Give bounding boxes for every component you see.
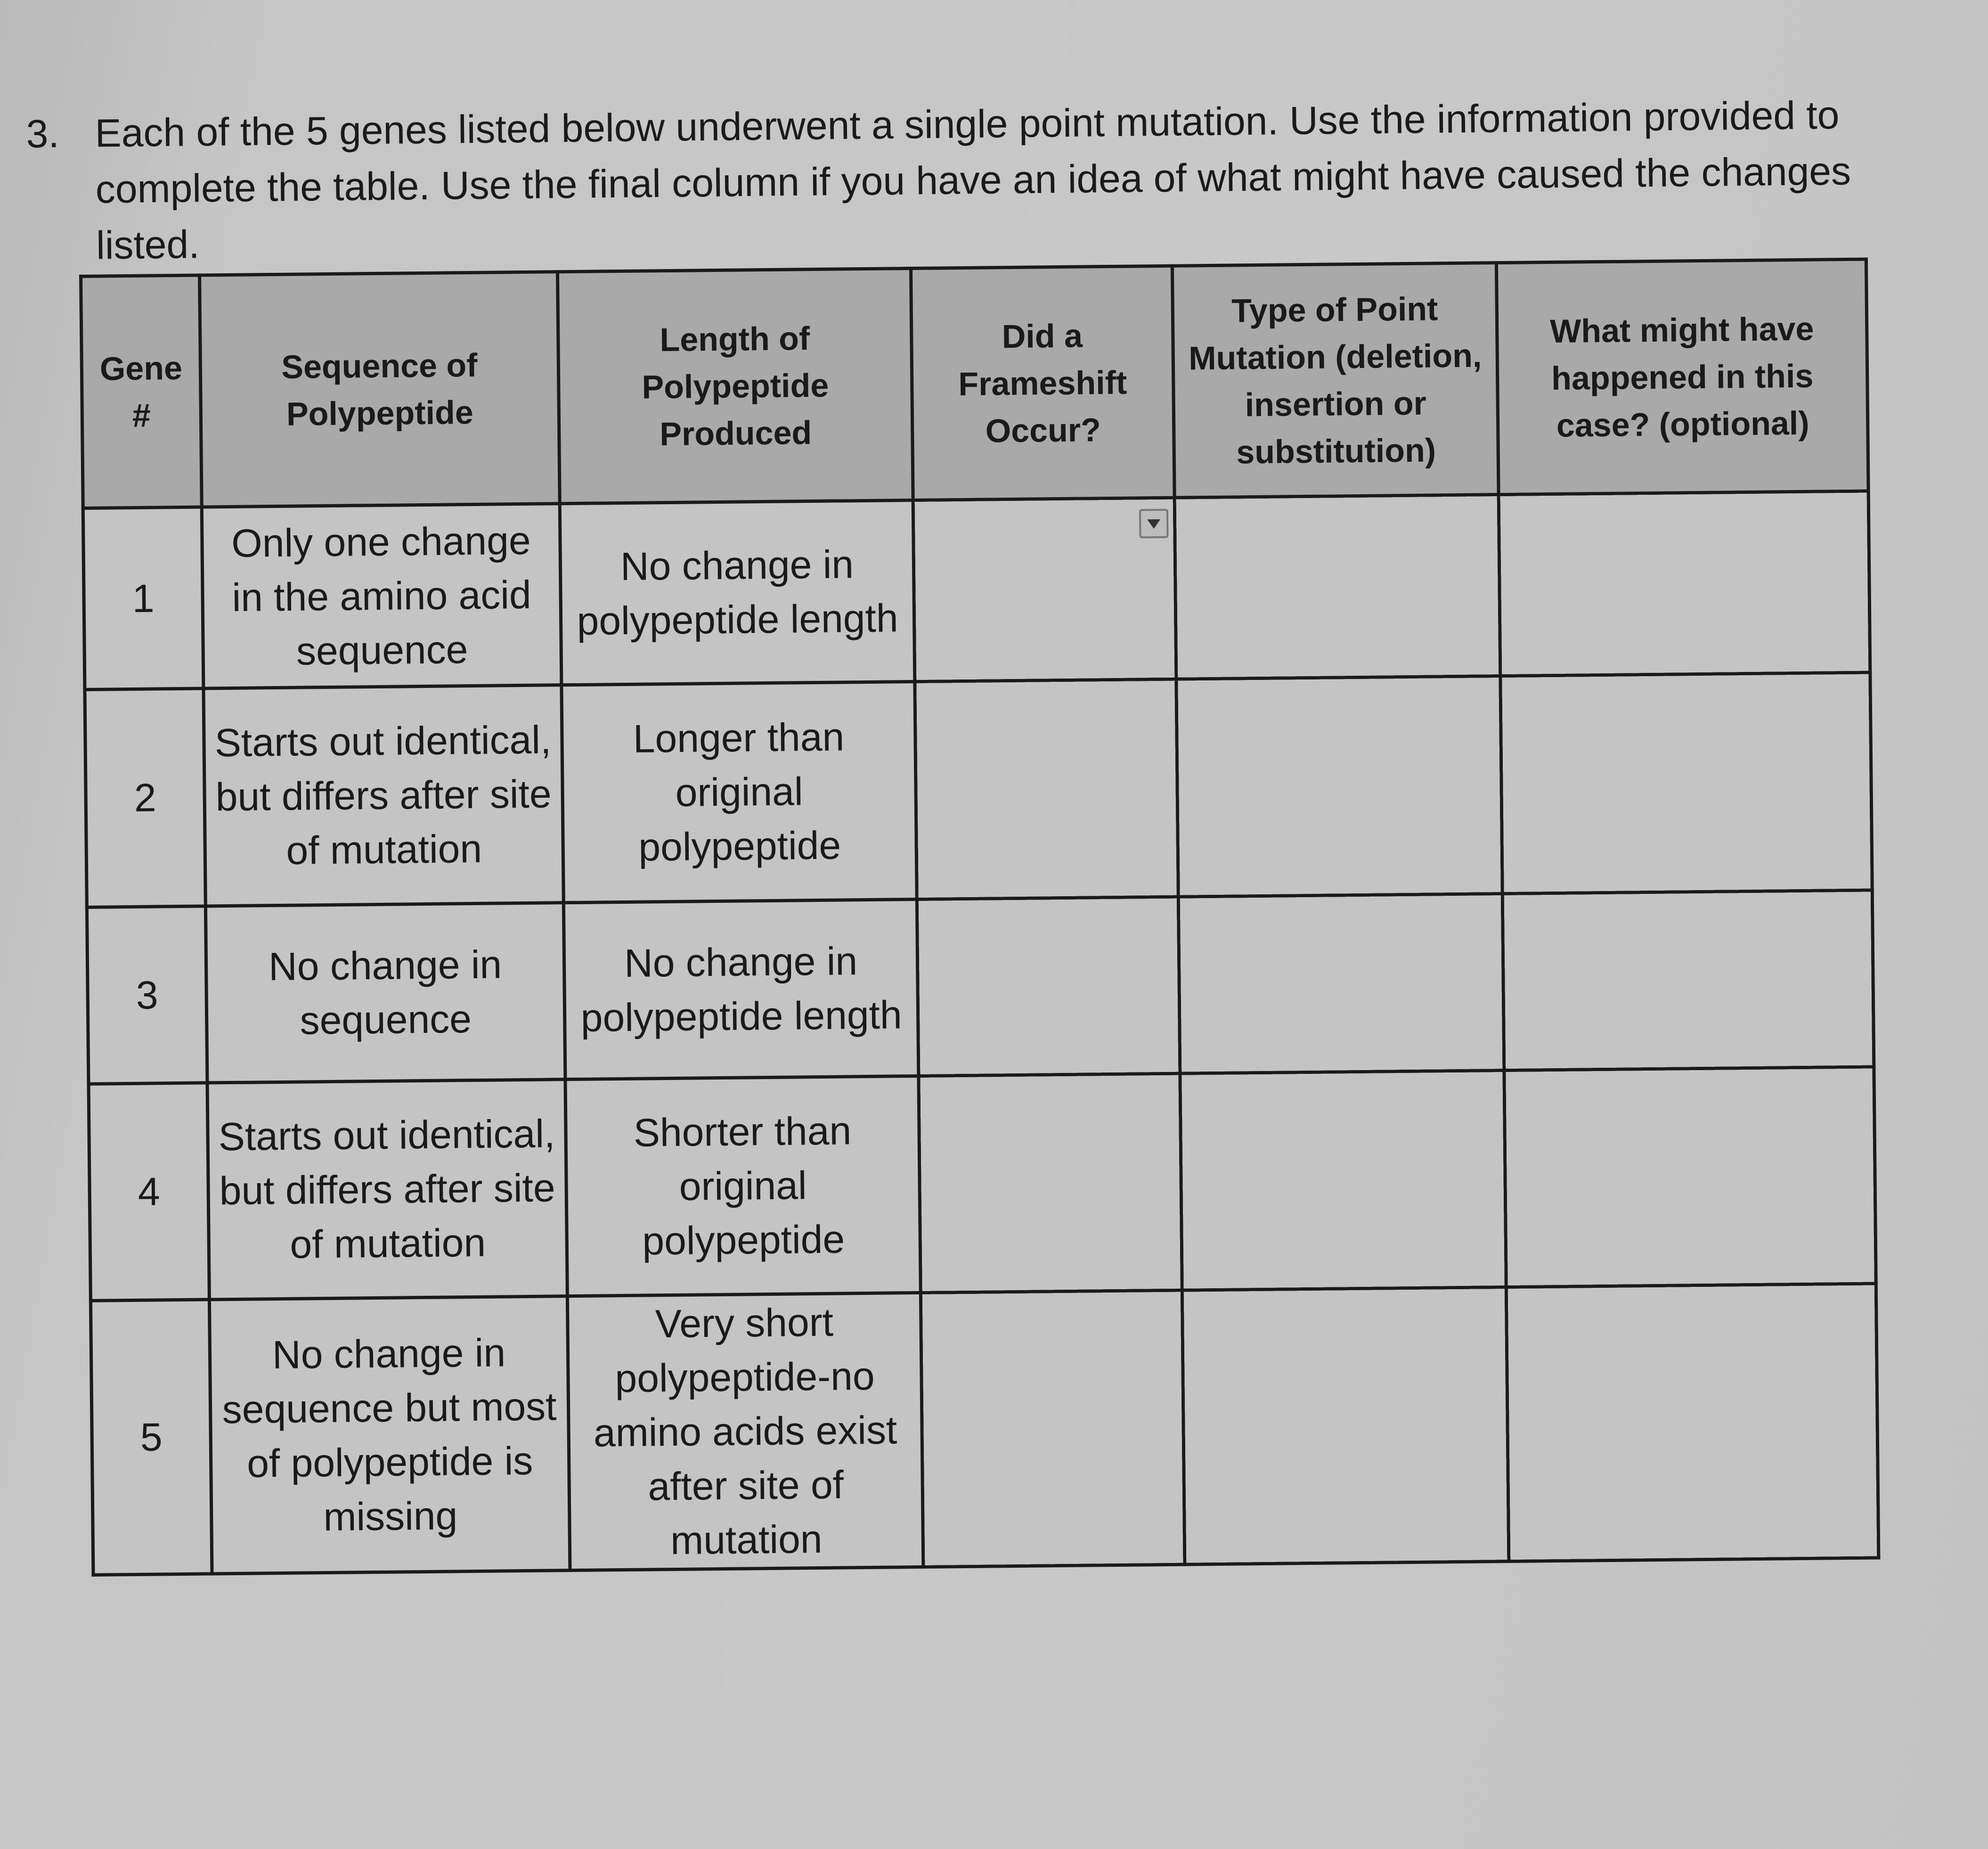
question-text: Each of the 5 genes listed below underwent a single point mutation. Use the information provided to complete the table. Use the final column if you have an idea of what might have caused the changes listed. [95, 92, 1851, 268]
frameshift-answer-cell[interactable] [919, 1073, 1182, 1293]
header-notes: What might have happened in this case? (optional) [1496, 259, 1868, 495]
gene-number-cell: 3 [87, 906, 207, 1084]
frameshift-answer-cell[interactable] [917, 897, 1180, 1076]
header-mutation-type: Type of Point Mutation (deletion, insertion or substitution) [1172, 263, 1499, 498]
sequence-cell: Starts out identical, but differs after site of mutation [204, 685, 563, 906]
header-gene-number: Gene # [81, 275, 202, 508]
frameshift-answer-cell[interactable] [913, 498, 1176, 681]
mutation-type-answer-cell[interactable] [1176, 676, 1502, 897]
notes-answer-cell[interactable] [1499, 491, 1870, 676]
table-row [87, 890, 1874, 1084]
table-header-row [81, 259, 1869, 508]
sequence-cell: No change in sequence but most of polypeptide is missing [209, 1296, 570, 1574]
notes-answer-cell[interactable] [1504, 1067, 1876, 1287]
question-number: 3. [26, 111, 60, 156]
length-cell: No change in polypeptide length [560, 500, 915, 685]
question-prompt [26, 86, 1912, 274]
notes-answer-cell[interactable] [1500, 672, 1872, 894]
gene-number-cell: 1 [83, 507, 204, 689]
mutation-type-answer-cell[interactable] [1178, 894, 1504, 1074]
sequence-cell: Only one change in the amino acid sequence [202, 504, 562, 688]
table-row [83, 491, 1870, 689]
table-row [89, 1067, 1876, 1301]
frameshift-answer-cell[interactable] [915, 679, 1178, 899]
notes-answer-cell[interactable] [1502, 890, 1874, 1071]
gene-number-cell: 2 [85, 688, 205, 907]
header-length: Length of Polypeptide Produced [557, 269, 913, 504]
header-frameshift: Did a Frameshift Occur? [911, 266, 1174, 500]
length-cell: No change in polypeptide length [563, 899, 919, 1079]
chevron-down-icon[interactable] [1139, 509, 1169, 539]
mutation-type-answer-cell[interactable] [1182, 1287, 1509, 1565]
length-cell: Very short polypeptide-no amino acids exist after site of mutation [567, 1293, 923, 1570]
header-sequence: Sequence of Polypeptide [200, 272, 560, 507]
table-row [85, 672, 1872, 907]
table-row [90, 1284, 1878, 1575]
frameshift-answer-cell[interactable] [921, 1290, 1185, 1567]
notes-answer-cell[interactable] [1506, 1284, 1879, 1562]
mutation-type-answer-cell[interactable] [1180, 1071, 1506, 1291]
gene-number-cell: 4 [89, 1083, 209, 1301]
sequence-cell: No change in sequence [205, 903, 565, 1083]
length-cell: Shorter than original polypeptide [565, 1076, 921, 1296]
mutation-type-answer-cell[interactable] [1174, 495, 1500, 679]
sequence-cell: Starts out identical, but differs after site of mutation [207, 1080, 567, 1300]
gene-number-cell: 5 [90, 1300, 212, 1575]
length-cell: Longer than original polypeptide [562, 682, 917, 903]
gene-mutation-table [79, 258, 1880, 1577]
